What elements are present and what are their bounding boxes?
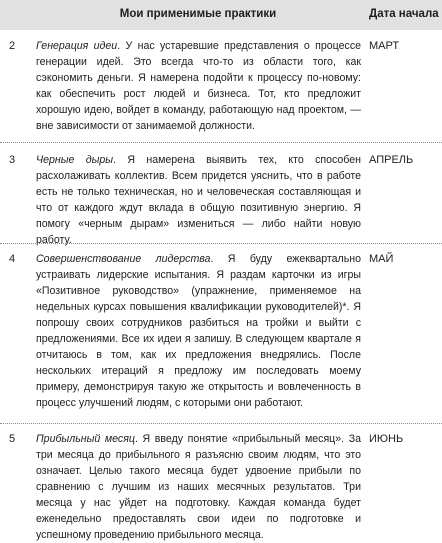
row-number: 2 [9,40,16,52]
row-number: 4 [9,253,16,265]
practice-body: . У нас устаревшие представления о процессе генерации идей. Это всегда что-то из области того, как сэкономить деньги. Я намерена подойти к процессу по-новому: как обеспечить рост людей и бизнеса. Тот, кто предложит хорошую идею, войдет в команду, работающую над проектом, — вне зависимости от занимаемой должности. [36,40,362,132]
start-month: ИЮНЬ [369,433,404,445]
practice-text [36,38,361,134]
header-start-date: Дата начала [369,8,439,20]
row-number: 3 [9,154,16,166]
row-divider [0,142,442,143]
row-divider [0,243,442,244]
practice-title: Черные дыры [36,154,114,166]
table-header [0,0,442,30]
practice-text [36,152,361,248]
start-month: МАЙ [369,253,394,265]
practice-text [36,251,361,411]
row-number: 5 [9,433,16,445]
practice-body: . Я намерена выявить тех, кто способен расхолаживать коллектив. Всем придется уяснить, что в работе есть не только техническая, но и человеческая составляющая и что от каждого ждут вклада в общую позитивную энергию. Я помогу «черным дырам» измениться — либо найти новую работу. [36,154,361,246]
practice-title: Генерация идеи [36,40,118,52]
practice-title: Прибыльный месяц [36,433,135,445]
practice-body: . Я введу понятие «прибыльный месяц». За три месяца до прибыльного я разъясню своим людям, что это означает. Целью такого месяца будет удвоение прибыли по сравнению с лучшим из наших месячных результатов. Три месяца у нас уйдет на подготовку. Каждая команда будет еженедельно предоставлять свои идеи по подготовке и успешному проведению прибыльного месяца. [36,433,361,541]
practice-body: . Я буду ежеквартально устраивать лидерские испытания. Я раздам карточки из игры «Позитивное руководство» (упражнение, применяемое на недельных курсах повышения квалификации руководителей)*. Я попрошу своих сотрудников разбиться на тройки и выйти с предложениями. Все их идеи я запишу. В следующем квартале я отчитаюсь в том, как их предложения внедрялись. После нескольких итераций я предложу им последовать моему примеру, демонстрируя такую же открытость и вовлеченность в процесс улучшений людям, с которыми они работают. [36,253,361,409]
row-divider [0,423,442,424]
start-month: АПРЕЛЬ [369,154,414,166]
header-practices: Мои применимые практики [119,8,277,20]
start-month: МАРТ [369,40,400,52]
practice-title: Совершенствование лидерства [36,253,211,265]
practice-text [36,431,361,543]
